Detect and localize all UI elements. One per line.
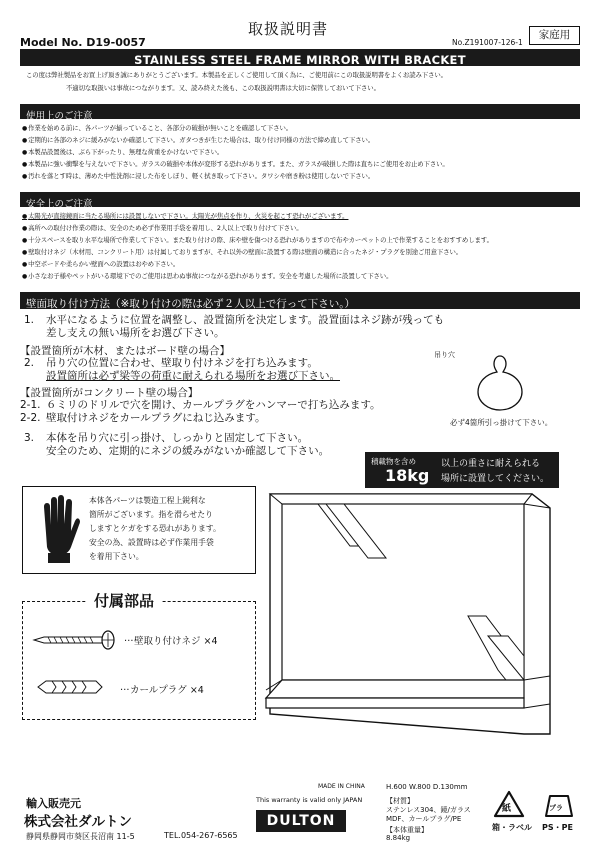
install-heading: 壁面取り付け方法（※取り付けの際は必ず２人以上で行って下さい。） bbox=[26, 298, 356, 310]
warranty-label: This warranty is valid only JAPAN bbox=[256, 796, 363, 804]
step-2-2-number: 2-2. bbox=[20, 412, 41, 424]
accessories-box bbox=[22, 601, 256, 720]
step-2-line-2: 設置箇所は必ず梁等の荷重に耐えられる場所をお選び下さい。 bbox=[46, 370, 340, 382]
step-3-line-1: 本体を吊り穴に引っ掛け、しっかりと固定して下さい。 bbox=[46, 432, 309, 444]
usage-item: ● 本製品に強い衝撃を与えないで下さい。ガラスの破損や本体が変形する恐れがあります。また、ガラスが破損した際は直ちにご使用をお止め下さい。 bbox=[22, 159, 449, 170]
plastic-recycle-label: PS・PE bbox=[542, 823, 573, 832]
material-label: 【材質】 bbox=[386, 797, 414, 805]
safety-item: ● 十分スペースを取り水平な場所で作業して下さい。また取り付けの際、床や壁を傷つける恐れがありますので布やカーペットの上で作業することをおすすめします。 bbox=[22, 235, 493, 246]
safety-item: ● 高所への取付け作業の際は、安全のため必ず作業用手袋を着用し、2人以上で取り付けて下さい。 bbox=[22, 223, 303, 234]
step-2-2-text: 壁取付けネジをカールプラグにねじ込みます。 bbox=[46, 412, 266, 424]
load-prefix: 積載物を含め bbox=[371, 457, 416, 466]
safety-item: ● 中空ボードや柔らかい壁面への設置はおやめ下さい。 bbox=[22, 259, 179, 270]
plug-dots: … bbox=[120, 682, 130, 693]
weight-label: 【本体重量】 bbox=[386, 826, 428, 834]
plastic-recycle-mark: プラ bbox=[549, 804, 563, 812]
mirror-illustration bbox=[262, 476, 562, 766]
glove-warning-box bbox=[22, 486, 256, 574]
screw-icon bbox=[32, 630, 122, 650]
glove-note-line: 安全の為、設置時は必ず作業用手袋 bbox=[89, 538, 214, 547]
safety-item: ● 小さなお子様やペットがいる環境下でのご使用は思わぬ事故につながる恐れがあります。安全を考慮した場所に設置して下さい。 bbox=[22, 271, 392, 282]
glove-note-line: 箇所がございます。指を滑らせたり bbox=[89, 510, 213, 519]
document-number: No.Z191007-126-1 bbox=[452, 38, 523, 47]
company-name: 株式会社ダルトン bbox=[24, 814, 132, 830]
dimensions: H.600 W.800 D.130mm bbox=[386, 783, 468, 791]
load-weight: 18kg bbox=[385, 466, 430, 485]
material-line: ステンレス304、鏡/ガラス bbox=[386, 806, 471, 814]
glove-note-line: を着用下さい。 bbox=[89, 552, 144, 561]
accessory-screw-label: 壁取り付けネジ ×4 bbox=[134, 636, 218, 647]
keyhole-hanger-icon bbox=[470, 352, 530, 412]
intro-line-2: 不適切な取扱いは事故につながります。又、読み終えた後も、この取扱説明書は大切に保管しておいて下さい。 bbox=[66, 84, 380, 92]
glove-note-line: 本体各パーツは製造工程上鋭利な bbox=[89, 496, 206, 505]
usage-item: ● 汚れを落とす時は、薄めた中性洗剤に浸した布をしぼり、軽く拭き取って下さい。タワシや磨き粉は使用しないで下さい。 bbox=[22, 171, 374, 182]
safety-heading: 安全上のご注意 bbox=[26, 199, 93, 210]
paper-recycle-label: 箱・ラベル bbox=[492, 823, 532, 832]
glove-hand-icon bbox=[37, 493, 81, 565]
step-2-1-number: 2-1. bbox=[20, 399, 41, 411]
step-1-number: 1. bbox=[24, 314, 35, 326]
wall-plug-icon bbox=[36, 676, 106, 698]
accessory-plug-label: カールプラグ ×4 bbox=[130, 685, 204, 696]
model-number: Model No. D19-0057 bbox=[20, 36, 146, 49]
company-tel: TEL.054-267-6565 bbox=[164, 831, 238, 840]
weight-value: 8.84kg bbox=[386, 834, 411, 842]
step-1-line-2: 差し支えの無い場所をお選び下さい。 bbox=[46, 327, 225, 339]
step-3-line-2: 安全のため、定期的にネジの緩みがないか確認して下さい。 bbox=[46, 445, 330, 457]
made-in-label: MADE IN CHINA bbox=[318, 783, 365, 790]
usage-item: ● 定期的に各部のネジに緩みがないか確認して下さい。ガタつきが生じた場合は、取り付け同様の方法で締め直して下さい。 bbox=[22, 135, 374, 146]
wood-wall-heading: 【設置箇所が木材、またはボード壁の場合】 bbox=[20, 345, 230, 357]
concrete-wall-heading: 【設置箇所がコンクリート壁の場合】 bbox=[20, 387, 199, 399]
step-1-line-1: 水平になるように位置を調整し、設置箇所を決定します。設置面はネジ跡が残っても bbox=[46, 314, 445, 326]
step-2-number: 2. bbox=[24, 357, 35, 369]
step-2-line-1: 吊り穴の位置に合わせ、壁取り付けネジを打ち込みます。 bbox=[46, 357, 318, 369]
install-heading-bar bbox=[20, 292, 580, 309]
category-badge: 家庭用 bbox=[529, 26, 580, 45]
screw-dots: … bbox=[124, 633, 134, 644]
load-line-1: 以上の重さに耐えられる bbox=[441, 459, 541, 469]
usage-item: ● 作業を始める前に、各パーツが揃っていること、各部分の破損が無いことを確認して下さい。 bbox=[22, 123, 292, 134]
hanger-label: 吊り穴 bbox=[434, 351, 455, 359]
material-line: MDF、カールプラグ/PE bbox=[386, 815, 462, 823]
safety-item: ● 太陽光が直接鏡面に当たる場所には設置しないで下さい。太陽光が焦点を作り、火災を起こす恐れがございます。 bbox=[22, 211, 348, 222]
step-2-1-text: ６ミリのドリルで穴を開け、カールプラグをハンマーで打ち込みます。 bbox=[46, 399, 381, 411]
importer-label: 輸入販売元 bbox=[26, 797, 81, 810]
usage-heading: 使用上のご注意 bbox=[26, 111, 93, 122]
hanger-note: 必ず4箇所引っ掛けて下さい。 bbox=[450, 418, 553, 427]
glove-note-line: しますとケガをする恐れがあります。 bbox=[89, 524, 221, 533]
company-address: 静岡県静岡市葵区長沼南 11-5 bbox=[26, 832, 135, 841]
step-3-number: 3. bbox=[24, 432, 35, 444]
accessories-title: 付属部品 bbox=[86, 590, 162, 611]
product-name: STAINLESS STEEL FRAME MIRROR WITH BRACKET bbox=[134, 53, 466, 67]
paper-recycle-mark: 紙 bbox=[502, 804, 512, 814]
usage-item: ● 本製品設置後は、ぶら下がったり、無理な荷重をかけないで下さい。 bbox=[22, 147, 223, 158]
usage-heading-bar bbox=[20, 104, 580, 122]
safety-heading-bar bbox=[20, 192, 580, 210]
safety-item: ● 壁取付けネジ（木材用、コンクリート用）は付属しておりますが、それ以外の壁面に設置する際は壁面の構造に合ったネジ・プラグを別途ご用意下さい。 bbox=[22, 247, 462, 258]
page-title: 取扱説明書 bbox=[248, 20, 329, 38]
brand-logo: DULTON bbox=[256, 810, 346, 832]
load-line-2: 場所に設置してください。 bbox=[441, 474, 550, 484]
intro-line-1: この度は弊社製品をお買上げ頂き誠にありがとうございます。本製品を正しくご使用して頂く為に、ご使用前にこの取扱説明書をよくお読み下さい。 bbox=[26, 71, 447, 79]
product-name-bar bbox=[20, 49, 580, 66]
